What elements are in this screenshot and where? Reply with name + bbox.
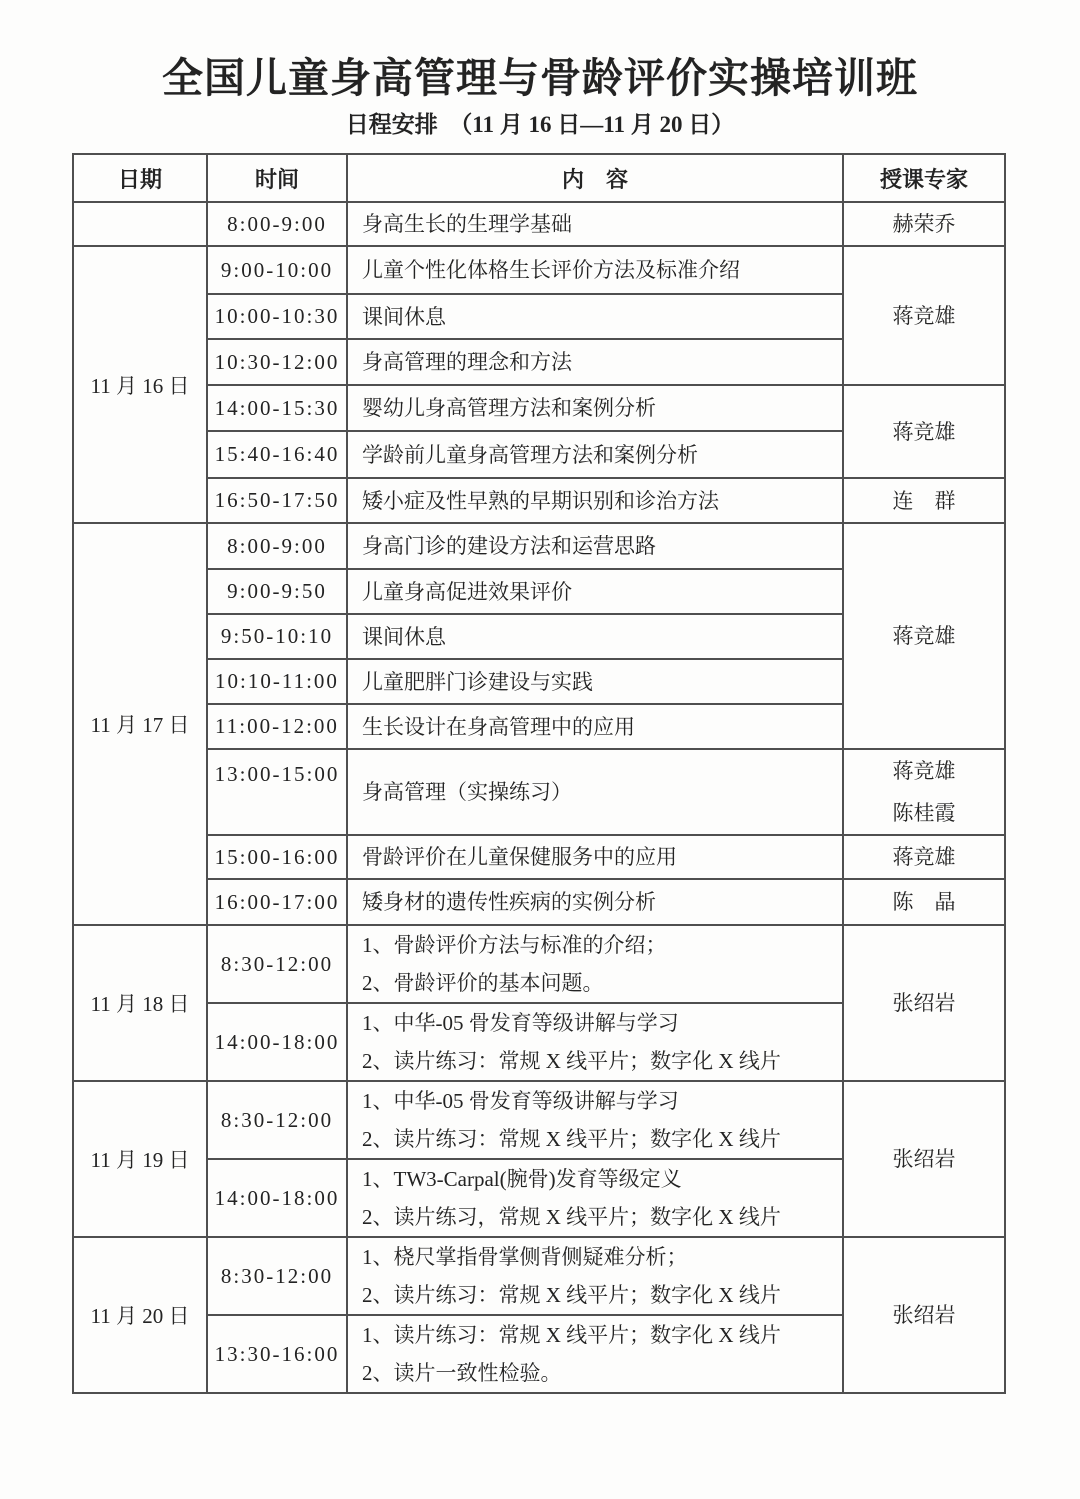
content-line: 1、读片练习：常规 X 线平片；数字化 X 线片 bbox=[362, 1323, 781, 1347]
expert-cell bbox=[843, 879, 1005, 925]
content-cell bbox=[347, 1315, 843, 1393]
expert-cell bbox=[843, 925, 1005, 1081]
content-line: 2、读片练习：常规 X 线平片；数字化 X 线片 bbox=[362, 1283, 781, 1307]
expert-name: 张绍岩 bbox=[892, 1303, 956, 1327]
content-line: 身高管理的理念和方法 bbox=[362, 350, 572, 374]
content-cell bbox=[347, 749, 843, 835]
content-cell bbox=[347, 614, 843, 659]
time-cell: 8:30-12:00 bbox=[207, 1237, 347, 1315]
content-cell bbox=[347, 835, 843, 879]
time-cell: 15:40-16:40 bbox=[207, 431, 347, 478]
content-line: 矮身材的遗传性疾病的实例分析 bbox=[362, 890, 656, 914]
content-line: 1、桡尺掌指骨掌侧背侧疑难分析； bbox=[362, 1245, 688, 1269]
content-cell bbox=[347, 202, 843, 246]
date-cell: 11 月 20 日 bbox=[73, 1237, 207, 1393]
time-cell: 10:10-11:00 bbox=[207, 659, 347, 704]
content-line: 婴幼儿身高管理方法和案例分析 bbox=[362, 396, 656, 420]
content-line: 课间休息 bbox=[362, 624, 446, 649]
content-line: 2、读片练习，常规 X 线平片；数字化 X 线片 bbox=[362, 1205, 781, 1229]
header-expert: 授课专家 bbox=[843, 154, 1005, 202]
table-row bbox=[73, 835, 1005, 879]
time-cell: 8:00-9:00 bbox=[207, 523, 347, 569]
content-line: 儿童个性化体格生长评价方法及标准介绍 bbox=[362, 258, 740, 282]
expert-name: 张绍岩 bbox=[892, 1147, 956, 1171]
content-line: 身高管理（实操练习） bbox=[362, 780, 572, 804]
content-line: 身高门诊的建设方法和运营思路 bbox=[362, 534, 656, 558]
expert-name: 陈桂霞 bbox=[892, 801, 956, 825]
content-cell bbox=[347, 659, 843, 704]
content-line: 生长设计在身高管理中的应用 bbox=[362, 714, 635, 739]
table-row bbox=[73, 478, 1005, 523]
content-line: 1、中华-05 骨发育等级讲解与学习 bbox=[362, 1089, 679, 1113]
expert-name: 蒋竞雄 bbox=[892, 759, 956, 783]
content-cell bbox=[347, 339, 843, 385]
time-cell: 13:00-15:00 bbox=[207, 749, 347, 835]
time-cell: 13:30-16:00 bbox=[207, 1315, 347, 1393]
expert-cell bbox=[843, 385, 1005, 478]
content-line: 课间休息 bbox=[362, 304, 446, 329]
content-line: 2、读片练习：常规 X 线平片；数字化 X 线片 bbox=[362, 1127, 781, 1151]
date-cell: 11 月 16 日 bbox=[73, 246, 207, 523]
content-cell bbox=[347, 523, 843, 569]
time-cell: 11:00-12:00 bbox=[207, 704, 347, 749]
content-line: 2、读片一致性检验。 bbox=[362, 1361, 562, 1385]
time-cell: 9:00-9:50 bbox=[207, 569, 347, 614]
content-line: 2、读片练习：常规 X 线平片；数字化 X 线片 bbox=[362, 1049, 781, 1073]
expert-name: 蒋竞雄 bbox=[892, 303, 956, 328]
expert-cell bbox=[843, 478, 1005, 523]
content-cell bbox=[347, 879, 843, 925]
date-cell: 11 月 18 日 bbox=[73, 925, 207, 1081]
expert-cell bbox=[843, 523, 1005, 749]
time-cell: 10:00-10:30 bbox=[207, 294, 347, 339]
time-cell: 15:00-16:00 bbox=[207, 835, 347, 879]
expert-cell bbox=[843, 1237, 1005, 1393]
time-cell: 14:00-15:30 bbox=[207, 385, 347, 431]
content-line: 学龄前儿童身高管理方法和案例分析 bbox=[362, 442, 698, 467]
content-cell bbox=[347, 1003, 843, 1081]
content-line: 儿童肥胖门诊建设与实践 bbox=[362, 669, 593, 694]
time-cell: 16:00-17:00 bbox=[207, 879, 347, 925]
content-cell bbox=[347, 294, 843, 339]
content-cell bbox=[347, 1237, 843, 1315]
table-row bbox=[73, 925, 1005, 1003]
time-cell: 16:50-17:50 bbox=[207, 478, 347, 523]
page-title: 全国儿童身高管理与骨龄评价实操培训班 bbox=[162, 55, 918, 101]
expert-name: 蒋竞雄 bbox=[892, 845, 956, 869]
header-content: 内 容 bbox=[347, 154, 843, 202]
content-cell bbox=[347, 925, 843, 1003]
content-line: 骨龄评价在儿童保健服务中的应用 bbox=[362, 845, 677, 869]
table-row bbox=[73, 202, 1005, 246]
time-cell: 10:30-12:00 bbox=[207, 339, 347, 385]
table-row bbox=[73, 1081, 1005, 1159]
content-cell bbox=[347, 246, 843, 294]
time-cell: 14:00-18:00 bbox=[207, 1003, 347, 1081]
table-header-row bbox=[73, 154, 1005, 202]
time-cell: 8:30-12:00 bbox=[207, 925, 347, 1003]
header-date: 日期 bbox=[73, 154, 207, 202]
content-line: 2、骨龄评价的基本问题。 bbox=[362, 971, 604, 995]
expert-name: 连 群 bbox=[892, 488, 956, 513]
table-row bbox=[73, 1237, 1005, 1315]
content-cell bbox=[347, 704, 843, 749]
table-row bbox=[73, 523, 1005, 569]
table-row bbox=[73, 385, 1005, 431]
date-cell bbox=[73, 202, 207, 246]
expert-cell bbox=[843, 1081, 1005, 1237]
time-cell: 14:00-18:00 bbox=[207, 1159, 347, 1237]
content-cell bbox=[347, 1159, 843, 1237]
content-cell bbox=[347, 1081, 843, 1159]
expert-cell bbox=[843, 749, 1005, 835]
date-cell: 11 月 19 日 bbox=[73, 1081, 207, 1237]
expert-name: 蒋竞雄 bbox=[892, 624, 956, 648]
time-cell: 8:30-12:00 bbox=[207, 1081, 347, 1159]
content-line: 儿童身高促进效果评价 bbox=[362, 579, 572, 604]
expert-cell bbox=[843, 246, 1005, 385]
content-line: 1、TW3-Carpal(腕骨)发育等级定义 bbox=[362, 1167, 682, 1191]
time-cell: 9:00-10:00 bbox=[207, 246, 347, 294]
expert-name: 张绍岩 bbox=[892, 991, 956, 1015]
time-cell: 9:50-10:10 bbox=[207, 614, 347, 659]
schedule-table bbox=[72, 153, 1006, 1394]
table-row bbox=[73, 246, 1005, 294]
content-line: 矮小症及性早熟的早期识别和诊治方法 bbox=[362, 488, 719, 513]
table-row bbox=[73, 749, 1005, 835]
content-cell bbox=[347, 385, 843, 431]
page-subtitle: 日程安排 （11 月 16 日—11 月 20 日） bbox=[345, 112, 735, 137]
header-time: 时间 bbox=[207, 154, 347, 202]
content-cell bbox=[347, 569, 843, 614]
expert-cell bbox=[843, 835, 1005, 879]
content-cell bbox=[347, 431, 843, 478]
date-cell: 11 月 17 日 bbox=[73, 523, 207, 925]
content-line: 1、骨龄评价方法与标准的介绍； bbox=[362, 933, 667, 957]
expert-name: 赫荣乔 bbox=[892, 212, 956, 236]
content-line: 身高生长的生理学基础 bbox=[362, 212, 572, 236]
content-line: 1、中华-05 骨发育等级讲解与学习 bbox=[362, 1011, 679, 1035]
expert-name: 蒋竞雄 bbox=[892, 419, 956, 444]
content-cell bbox=[347, 478, 843, 523]
expert-cell bbox=[843, 202, 1005, 246]
table-row bbox=[73, 879, 1005, 925]
time-cell: 8:00-9:00 bbox=[207, 202, 347, 246]
expert-name: 陈 晶 bbox=[892, 890, 956, 914]
